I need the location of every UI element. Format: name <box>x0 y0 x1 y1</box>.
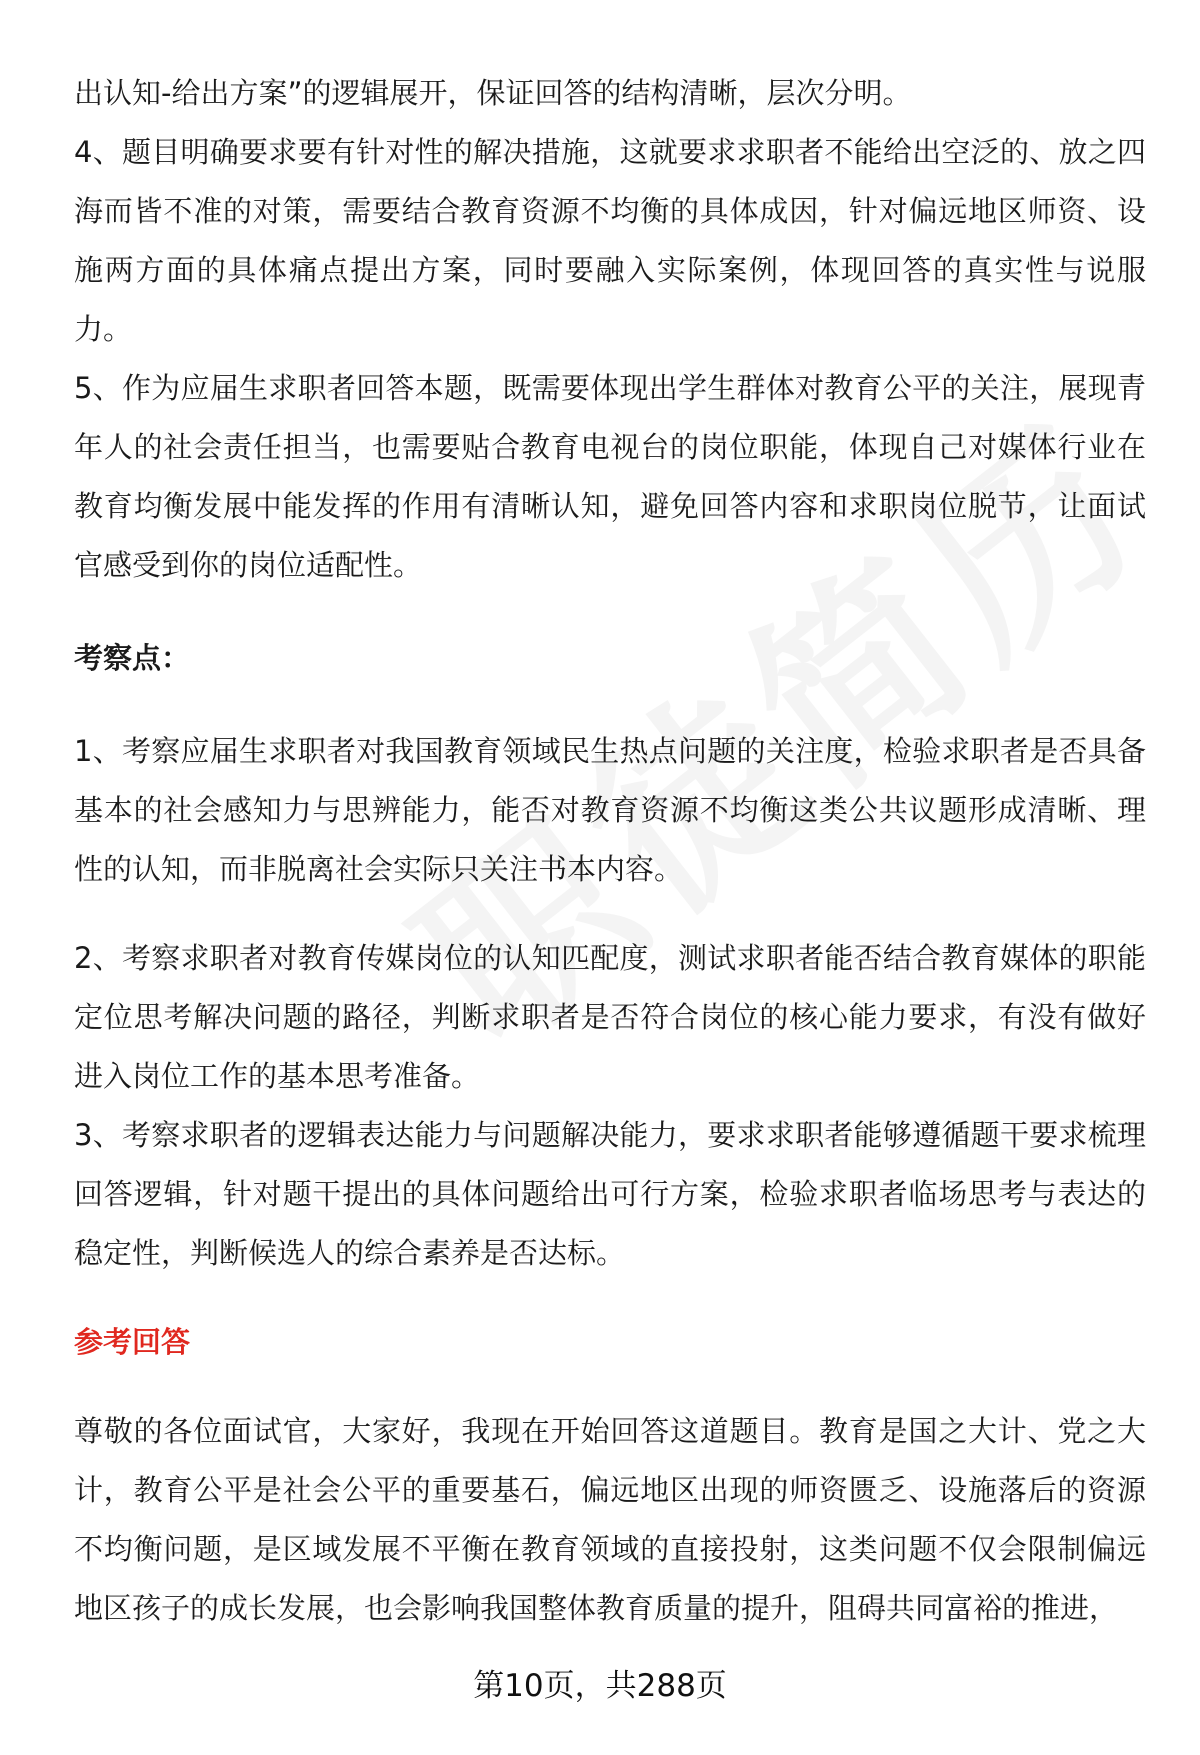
paragraph-3: 5、作为应届生求职者回答本题，既需要体现出学生群体对教育公平的关注，展现青年人的社会责任担当，也需要贴合教育电视台的岗位职能，体现自己对媒体行业在教育均衡发展中能发挥的作用有清晰认知，避免回答内容和求职岗位脱节，让面试官感受到你的岗位适配性。 <box>74 371 1146 582</box>
page-number: 第10页，共288页 <box>473 1668 727 1704</box>
section-heading-kaocha: 考察点： <box>74 641 191 675</box>
kaocha-item-1: 1、考察应届生求职者对我国教育领域民生热点问题的关注度，检验求职者是否具备基本的社会感知力与思辨能力，能否对教育资源不均衡这类公共议题形成清晰、理性的认知，而非脱离社会实际只关注书本内容。 <box>74 734 1146 886</box>
kaocha-item-2: 2、考察求职者对教育传媒岗位的认知匹配度，测试求职者能否结合教育媒体的职能定位思考解决问题的路径，判断求职者是否符合岗位的核心能力要求，有没有做好进入岗位工作的基本思考准备。 <box>74 941 1146 1093</box>
paragraph-2: 4、题目明确要求要有针对性的解决措施，这就要求求职者不能给出空泛的、放之四海而皆不准的对策，需要结合教育资源不均衡的具体成因，针对偏远地区师资、设施两方面的具体痛点提出方案，同时要融入实际案例，体现回答的真实性与说服力。 <box>74 135 1146 346</box>
paragraph-1: 出认知-给出方案”的逻辑展开，保证回答的结构清晰，层次分明。 <box>74 76 912 110</box>
document-page <box>74 64 1146 1638</box>
answer-paragraph: 尊敬的各位面试官，大家好，我现在开始回答这道题目。教育是国之大计、党之大计，教育公平是社会公平的重要基石，偏远地区出现的师资匮乏、设施落后的资源不均衡问题，是区域发展不平衡在教育领域的直接投射，这类问题不仅会限制偏远地区孩子的成长发展，也会影响我国整体教育质量的提升，阻碍共同富裕的推进， <box>74 1414 1146 1625</box>
kaocha-item-3: 3、考察求职者的逻辑表达能力与问题解决能力，要求求职者能够遵循题干要求梳理回答逻辑，针对题干提出的具体问题给出可行方案，检验求职者临场思考与表达的稳定性，判断候选人的综合素养是否达标。 <box>74 1118 1146 1270</box>
section-heading-answer: 参考回答 <box>74 1325 191 1359</box>
